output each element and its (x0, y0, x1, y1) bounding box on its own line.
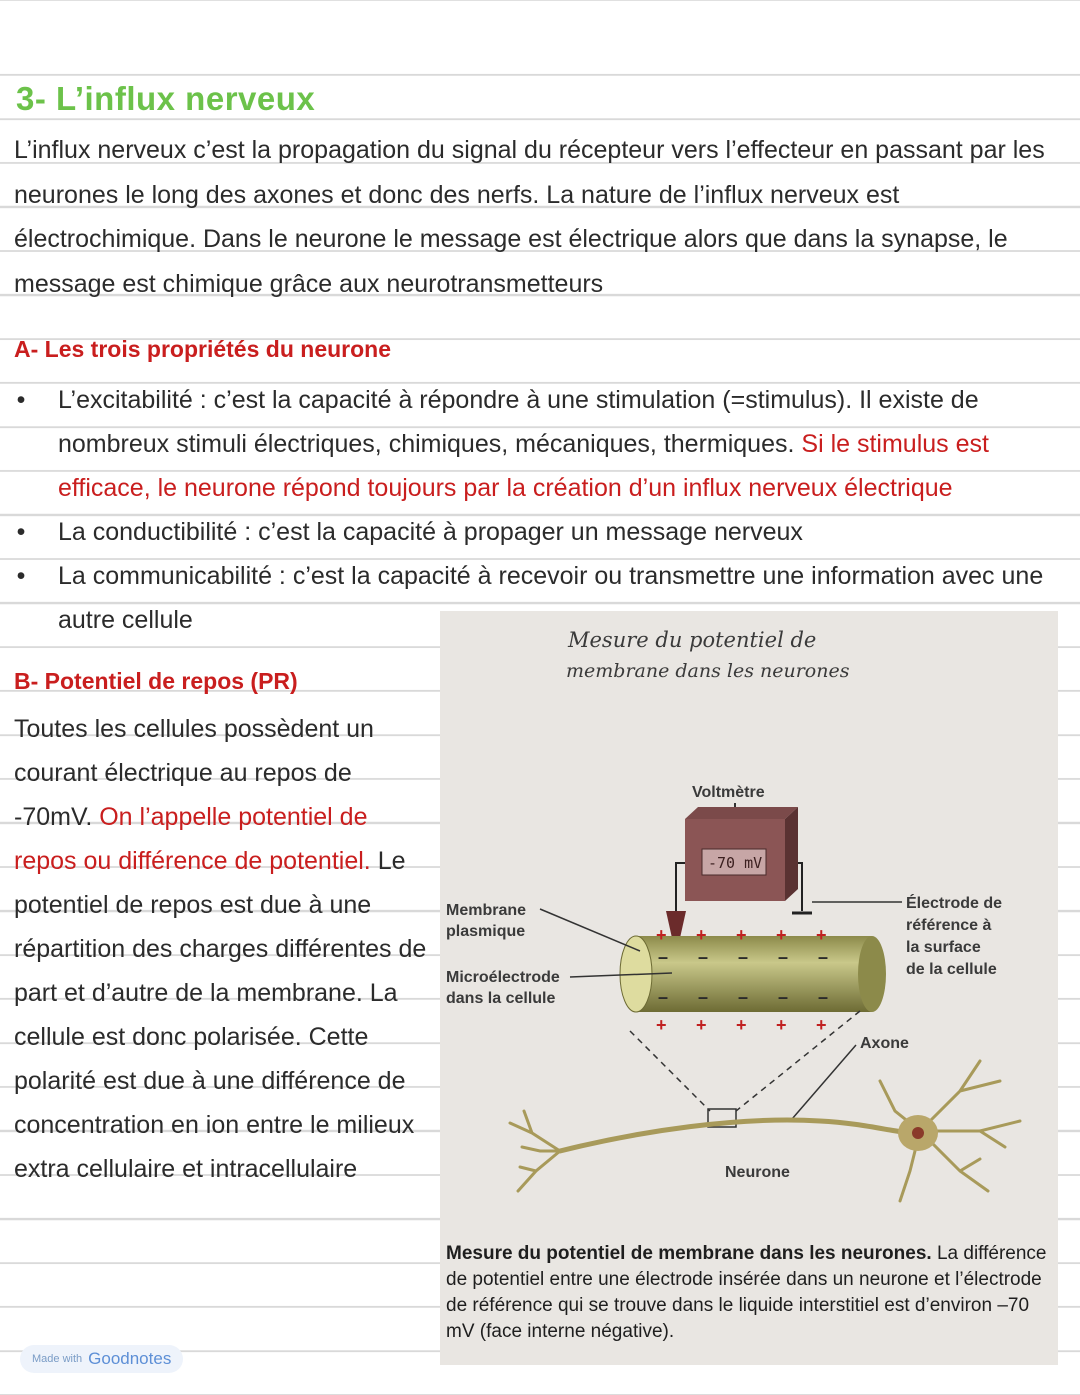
bullet-dot: • (16, 562, 26, 590)
reference-label-4: de la cellule (906, 961, 997, 978)
caption-title: Mesure du potentiel de membrane dans les neurones. (446, 1243, 932, 1264)
caption-text: La différence de potentiel entre une électrode insérée dans un neurone et l’électrode de référence qui se trouve dans le liquide interstitiel est d’environ –70 mV (face interne négative). (446, 1243, 1047, 1342)
axon-terminals (510, 1111, 560, 1191)
part-b-text-1: Toutes les cellules possèdent un courant électrique au repos de -70mV. (14, 715, 374, 831)
charge-minus: – (778, 987, 789, 1007)
reference-label-2: référence à (906, 917, 992, 934)
part-b-text-highlight: On l’appelle potentiel de repos ou différence de potentiel. (14, 803, 371, 875)
neuron-label: Neurone (725, 1164, 790, 1181)
axon-label: Axone (860, 1035, 909, 1052)
microelectrode-label-1: Microélectrode (446, 969, 560, 986)
charge-minus: – (658, 987, 669, 1007)
voltmeter-top (685, 807, 798, 819)
section-title: 3- L’influx nerveux (16, 80, 316, 117)
badge-made-with: Made with (32, 1353, 83, 1365)
charge-minus: – (818, 947, 829, 967)
charge-minus: – (658, 947, 669, 967)
figure-caption (446, 1241, 1056, 1345)
bullet-highlight: Si le stimulus est efficace, le neurone répond toujours par la création d’un influx nerveux électrique (58, 430, 989, 502)
voltmeter-side (785, 807, 798, 901)
list-item (14, 510, 1064, 554)
bullet-dot: • (16, 386, 26, 414)
reference-label-3: la surface (906, 939, 981, 956)
membrane-label-2: plasmique (446, 923, 526, 940)
charge-plus: + (816, 1015, 827, 1035)
axon-cylinder (636, 936, 872, 1012)
charge-minus: – (738, 987, 749, 1007)
handwritten-line-1: Mesure du potentiel de (568, 628, 817, 652)
nucleus (912, 1127, 924, 1139)
charge-plus: + (736, 925, 747, 945)
reference-label-1: Électrode de (906, 895, 1003, 912)
axon-end (858, 936, 886, 1012)
microelectrode-label-2: dans la cellule (446, 990, 556, 1007)
charge-minus: – (698, 987, 709, 1007)
neuron-axon (560, 1120, 910, 1151)
membrane-leader (540, 909, 640, 951)
goodnotes-badge (20, 1345, 183, 1373)
intro-paragraph: L’influx nerveux c’est la propagation du signal du récepteur vers l’effecteur en passant par les neurones le long des axones et donc des nerfs. La nature de l’influx nerveux est électrochimique. Dans le neurone le message est électrique alors que dans la synapse, le message est chimique grâce aux neurotransmetteurs (14, 136, 1045, 298)
voltmeter-label: Voltmètre (692, 784, 765, 801)
membrane-label-1: Membrane (446, 902, 527, 919)
axon-leader (792, 1045, 856, 1119)
bullet-dot: • (16, 518, 26, 546)
list-item (14, 378, 1064, 510)
charge-plus: + (776, 925, 787, 945)
part-b-paragraph (14, 707, 429, 1191)
bullet-text: La communicabilité : c’est la capacité à recevoir ou transmettre une information avec une autre cellule (58, 562, 1044, 634)
membrane-potential-figure (440, 611, 1058, 1365)
properties-list (14, 378, 1064, 642)
microelectrode-wire (676, 863, 685, 911)
charge-plus: + (736, 1015, 747, 1035)
part-b-text-2: Le potentiel de repos est due à une répartition des charges différentes de part et d’autre de la membrane. La cellule est donc polarisée. Cette polarité est due à une différence de concentration en ion entre le milieux extra cellulaire et intracellulaire (14, 847, 427, 1183)
part-a-heading: A- Les trois propriétés du neurone (14, 336, 391, 362)
charge-minus: – (818, 987, 829, 1007)
bullet-text: L’excitabilité : c’est la capacité à répondre à une stimulation (=stimulus). Il existe de nombreux stimuli électriques, chimiques, mécaniques, thermiques. (58, 386, 979, 458)
charge-plus: + (696, 1015, 707, 1035)
voltmeter-display: -70 mV (708, 854, 763, 872)
handwritten-line-2: membrane dans les neurones (566, 660, 850, 682)
bullet-text: La conductibilité : c’est la capacité à propager un message nerveux (58, 518, 803, 546)
charge-minus: – (738, 947, 749, 967)
badge-brand: Goodnotes (88, 1349, 172, 1368)
charge-plus: + (656, 925, 667, 945)
charge-minus: – (778, 947, 789, 967)
charge-plus: + (776, 1015, 787, 1035)
zoom-line-left (630, 1031, 710, 1111)
part-b-heading: B- Potentiel de repos (PR) (14, 668, 298, 694)
charge-plus: + (696, 925, 707, 945)
charge-plus: + (816, 925, 827, 945)
reference-wire (798, 863, 802, 911)
charge-plus: + (656, 1015, 667, 1035)
charge-minus: – (698, 947, 709, 967)
